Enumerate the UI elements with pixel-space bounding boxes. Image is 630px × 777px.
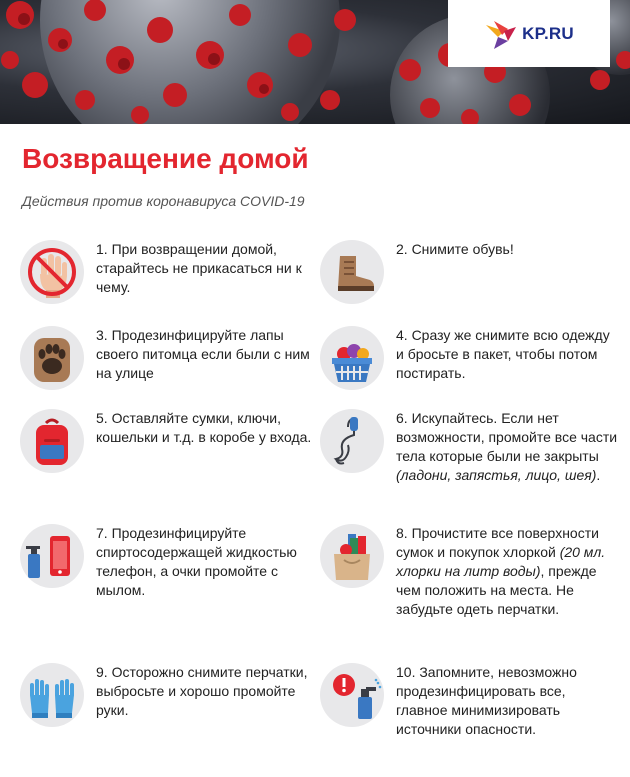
step-1-text: 1. При возвращении домой, старайтесь не прикасаться ни к чему.: [96, 241, 302, 295]
step-1-circle: [20, 240, 84, 304]
boot-icon: [320, 240, 384, 304]
hero-banner: [0, 0, 630, 124]
no-touch-hand-icon: [20, 240, 84, 304]
gloves-icon: [20, 663, 84, 727]
step-2-text: 2. Снимите обувь!: [396, 241, 514, 257]
step-6-text: [396, 409, 618, 485]
step-5-circle: [20, 409, 84, 473]
shopping-bag-icon: [320, 524, 384, 588]
step-5-text: 5. Оставляйте сумки, ключи, кошельки и т.д. в коробе у входа.: [96, 410, 312, 445]
step-6-text-main: 6. Искупайтесь. Если нет возможности, промойте все части тела которые были не закрыты: [396, 410, 618, 464]
step-8-text-end: , прежде чем положить на места. Не забудьте одеть перчатки.: [396, 563, 597, 617]
step-8-text: [396, 524, 618, 619]
step-4-text: 4. Сразу же снимите всю одежду и бросьте в пакет, чтобы потом постирать.: [396, 327, 610, 381]
step-10-circle: [320, 663, 384, 727]
shower-icon: [320, 409, 384, 473]
spray-warning-icon: [320, 663, 384, 727]
step-2-circle: [320, 240, 384, 304]
kp-bird-icon: [484, 17, 518, 51]
step-9-text: 9. Осторожно снимите перчатки, выбросьте и хорошо промойте руки.: [96, 664, 308, 718]
laundry-basket-icon: [320, 326, 384, 390]
backpack-icon: [20, 409, 84, 473]
step-4-circle: [320, 326, 384, 390]
logo-text: KP.RU: [522, 23, 574, 43]
step-8-circle: [320, 524, 384, 588]
step-6-text-italic: (ладони, запястья, лицо, шея): [396, 467, 597, 483]
page-subtitle: Действия против коронавируса COVID-19: [22, 193, 305, 209]
phone-sanitizer-icon: [20, 524, 84, 588]
step-10-text: 10. Запомните, невозможно продезинфицировать все, главное минимизировать источники опасности.: [396, 664, 577, 737]
paw-icon: [20, 326, 84, 390]
step-8-text-italic: (20 мл. хлорки на литр воды): [396, 544, 606, 579]
kp-logo[interactable]: [448, 0, 610, 67]
step-8-text-main: 8. Прочистите все поверхности сумок и покупок хлоркой: [396, 525, 599, 560]
step-3-circle: [20, 326, 84, 390]
page-title: Возвращение домой: [22, 143, 309, 174]
step-3-text: 3. Продезинфицируйте лапы своего питомца если были с ним на улице: [96, 327, 310, 381]
step-7-circle: [20, 524, 84, 588]
step-6-circle: [320, 409, 384, 473]
step-6-text-end: .: [596, 467, 601, 483]
step-7-text: 7. Продезинфицируйте спиртосодержащей жидкостью телефон, а очки промойте с мылом.: [96, 525, 297, 598]
step-9-circle: [20, 663, 84, 727]
